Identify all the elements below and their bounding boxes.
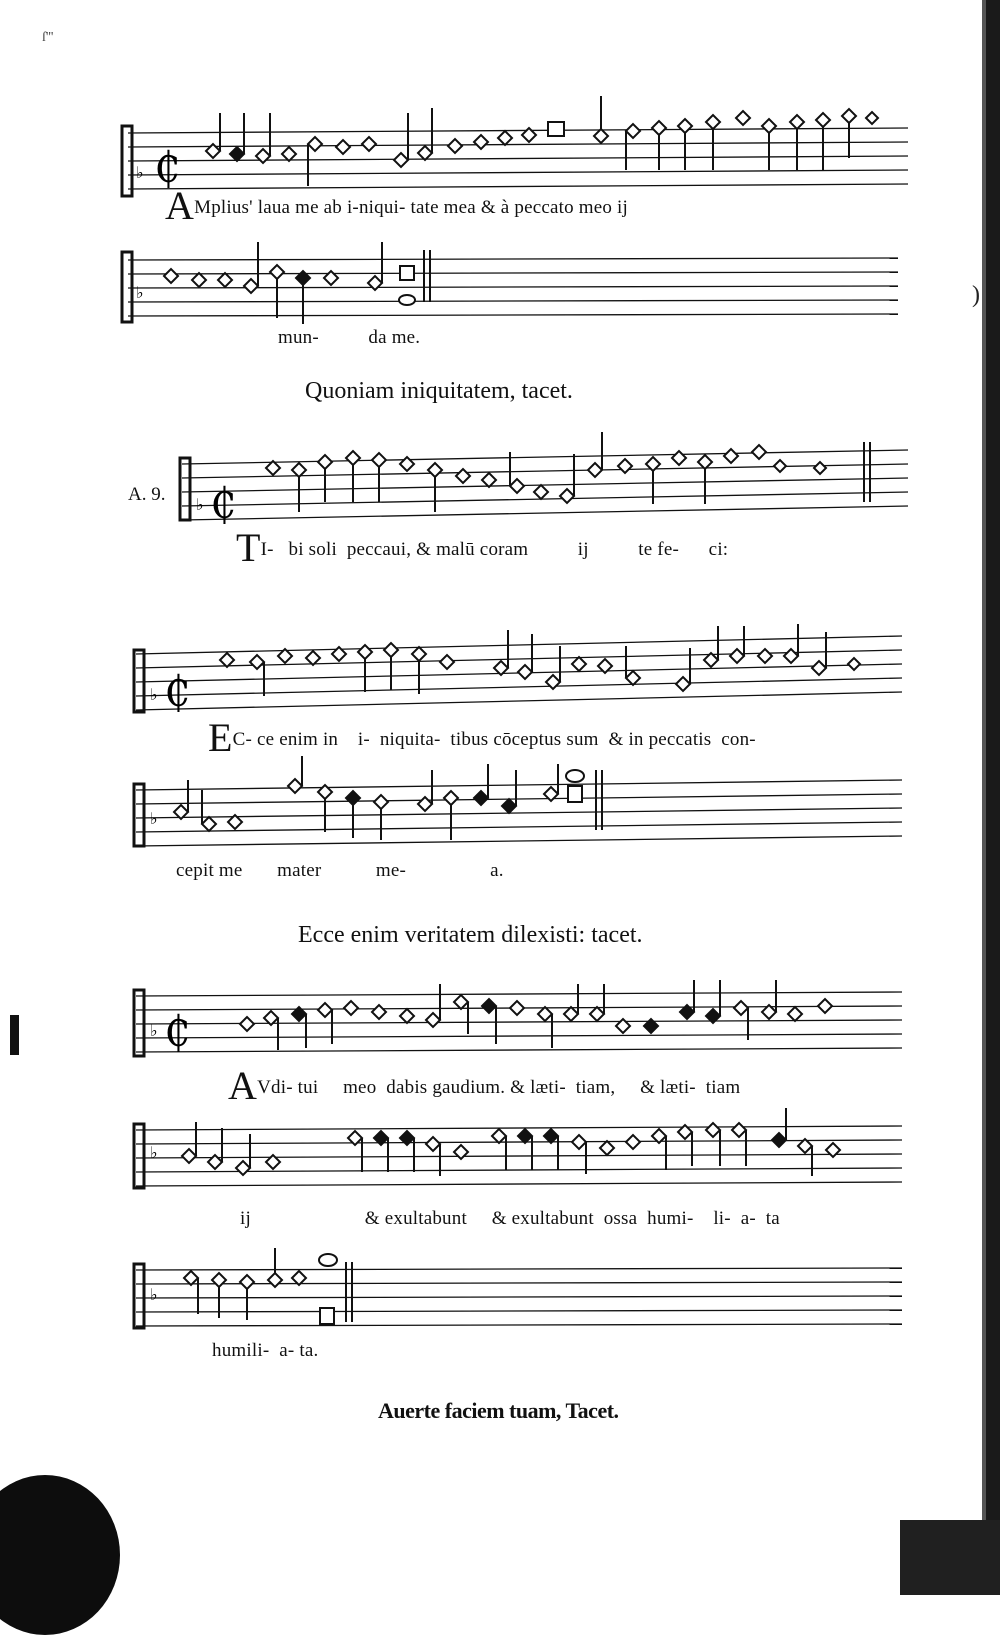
music-staff-7 [132, 1108, 912, 1208]
clef-icon [134, 990, 144, 1056]
lyric-text: C- ce enim in i- niquita- tibus cōceptus sum & in peccatis con- [232, 729, 756, 750]
svg-text:♭: ♭ [150, 687, 158, 704]
clef-icon [134, 784, 144, 846]
svg-text:♭: ♭ [150, 1145, 158, 1162]
lyric-line-1 [165, 183, 628, 228]
music-staff-3 [178, 432, 918, 532]
lyric-line-4 [208, 715, 756, 760]
page-edge-shadow-inner [982, 0, 986, 1595]
initial-capital: E [208, 715, 233, 760]
svg-text:♭: ♭ [136, 285, 144, 302]
clef-icon [134, 650, 144, 712]
scan-corner [900, 1520, 1000, 1595]
margin-bracket-icon: ) [972, 282, 980, 308]
svg-text:♭: ♭ [196, 497, 204, 514]
initial-capital: A [165, 183, 195, 228]
section-heading-2: Ecce enim veritatem dilexisti: tacet. [298, 922, 643, 948]
lyric-text: Vdi- tui meo dabis gaudium. & læti- tiam, & læti- tiam [257, 1077, 741, 1098]
ink-blot [0, 1475, 120, 1635]
svg-text:₵: ₵ [164, 667, 191, 716]
svg-text:♭: ♭ [150, 1287, 158, 1304]
music-staff-8 [132, 1248, 912, 1348]
clef-icon [122, 252, 132, 322]
music-staff-5 [132, 760, 912, 860]
music-staff-6 [132, 976, 912, 1076]
lyric-text: humili- a- ta. [212, 1340, 319, 1361]
svg-text:♭: ♭ [136, 165, 144, 182]
page-edge-shadow [986, 0, 1000, 1595]
clef-icon [134, 1264, 144, 1328]
section-heading-1: Quoniam iniquitatem, tacet. [305, 378, 573, 404]
clef-icon [180, 458, 190, 520]
section-heading-3: Auerte faciem tuam, Tacet. [378, 1398, 619, 1423]
corner-scribble: ſ''' [42, 30, 54, 45]
lyric-line-2 [278, 327, 420, 349]
lyric-text: ij & exultabunt & exultabunt ossa humi- li- a- ta [240, 1208, 780, 1229]
voice-label: A. 9. [128, 484, 166, 505]
music-staff-4 [132, 626, 912, 726]
clef-icon [122, 126, 132, 196]
lyric-text: Mplius' laua me ab i-niqui- tate mea & à peccato meo ij [194, 197, 628, 218]
svg-text:♭: ♭ [150, 811, 158, 828]
initial-capital: T [236, 525, 261, 570]
music-staff-2 [118, 238, 918, 338]
lyric-line-5 [176, 860, 504, 882]
lyric-line-3 [236, 525, 729, 570]
svg-text:₵: ₵ [164, 1007, 191, 1056]
lyric-line-7 [240, 1208, 780, 1230]
lyric-text: mun- da me. [278, 327, 421, 348]
lyric-line-6 [228, 1063, 741, 1108]
lyric-text: I- bi soli peccaui, & malū coram ij te fe- ci: [260, 539, 729, 560]
svg-text:♭: ♭ [150, 1023, 158, 1040]
lyric-line-8 [212, 1340, 318, 1362]
svg-text:₵: ₵ [210, 479, 237, 528]
initial-capital: A [228, 1063, 258, 1108]
clef-icon [134, 1124, 144, 1188]
svg-text:₵: ₵ [154, 143, 181, 192]
lyric-text: cepit me mater me- a. [176, 860, 504, 881]
margin-mark [10, 1015, 19, 1055]
